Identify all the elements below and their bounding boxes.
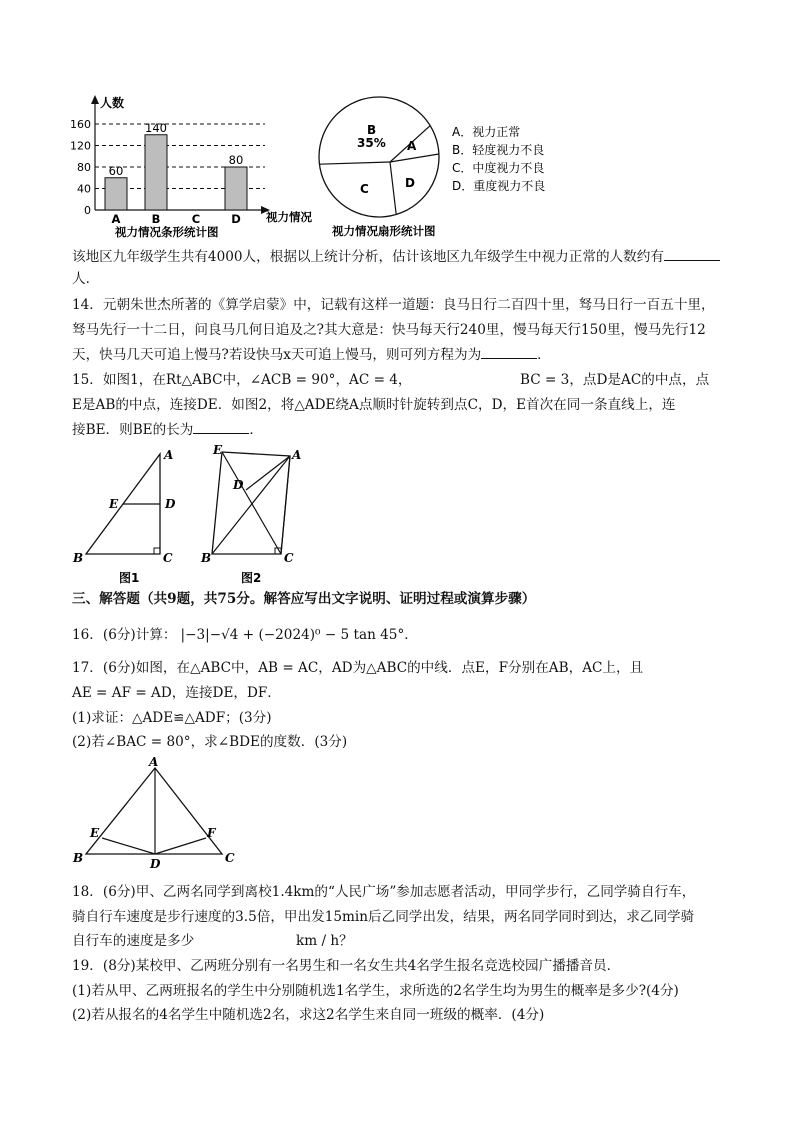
fig2-caption: 图2 <box>241 571 262 585</box>
q14-blank <box>481 345 537 359</box>
pie-label-b-percent: 35% <box>357 136 386 150</box>
fig2-segment-ec <box>222 452 281 554</box>
fig2-segment-ac <box>281 456 290 554</box>
bar-ytick-label: 80 <box>77 161 91 174</box>
q13-blank <box>664 247 720 261</box>
q15-line1a: 15．如图1，在Rt△ABC中，∠ACB = 90°，AC = 4， <box>72 372 412 388</box>
fig1-label-c: C <box>163 551 173 565</box>
fig2-label-d: D <box>233 478 244 492</box>
q17-line1: 17．(6分)如图，在△ABC中，AB = AC，AD为△ABC的中线．点E，F分别在AB，AC上，且 <box>72 660 644 676</box>
bar-ytick-label: 0 <box>84 204 91 217</box>
q13-text1: 该地区九年级学生共有4000人，根据以上统计分析，估计该地区九年级学生中视力正常的人数约有 <box>72 249 664 265</box>
bar-category-label-B: B <box>151 212 161 226</box>
fig2-label-e: E <box>213 443 223 457</box>
bar-category-label-D: D <box>231 212 241 226</box>
q17-sub1: (1)求证：△ADE≌△ADF；(3分) <box>72 710 272 726</box>
q14-end: ． <box>537 347 551 363</box>
q15-line2: E是AB的中点，连接DE．如图2，将△ADE绕A点顺时针旋转到点C，D，E首次在同一条直线上，连 <box>72 397 676 413</box>
q16-prefix: 16．(6分)计算： <box>72 627 177 643</box>
fig1-label-e: E <box>109 497 119 511</box>
legend-b: B．轻度视力不良 <box>452 143 545 157</box>
q17-line2: AE = AF = AD，连接DE，DF． <box>72 685 281 701</box>
q16-formula: |−3|−√4 + (−2024)⁰ − 5 tan 45° <box>180 627 405 643</box>
q17-figure <box>66 756 256 871</box>
q17-label-b: B <box>73 851 84 865</box>
q14-line2: 驽马先行一十二日，问良马几何日追及之?其大意是：快马每天行240里，慢马每天行150里，慢马先行12 <box>72 322 706 338</box>
q17-label-c: C <box>225 851 235 865</box>
pie-chart <box>312 92 572 242</box>
q15-line1b: BC = 3，点D是AC的中点，点 <box>520 372 710 388</box>
bar-category-label-A: A <box>111 212 121 226</box>
pie-title: 视力情况扇形统计图 <box>332 224 436 238</box>
q17-label-d: D <box>150 857 161 871</box>
fig1-caption: 图1 <box>119 571 140 585</box>
pie-label-c: C <box>360 182 369 196</box>
pie-label-d: D <box>405 176 415 190</box>
fig1-label-b: B <box>73 551 84 565</box>
q17-triangle <box>86 768 222 854</box>
q13-line1 <box>72 247 720 266</box>
bar-value-label-D: 80 <box>228 153 244 167</box>
q14-line3 <box>72 345 551 364</box>
q18-line3a: 自行车的速度是多少 <box>72 933 195 949</box>
bar-ytick-label: 40 <box>77 182 91 196</box>
fig1-label-a: A <box>164 448 174 462</box>
q17-label-f: F <box>207 826 216 840</box>
bar-ytick-label: 120 <box>70 139 91 153</box>
legend-d: D．重度视力不良 <box>452 179 546 193</box>
figure-2 <box>196 442 316 587</box>
q15-end: ． <box>249 422 263 438</box>
q15-line3 <box>72 420 263 439</box>
q18-line2: 骑自行车速度是步行速度的3.5倍，甲出发15min后乙同学出发，结果，两名同学同时到达，求乙同学骑 <box>72 909 695 925</box>
fig2-label-b: B <box>201 551 212 565</box>
y-axis-arrow <box>91 95 99 104</box>
bar-xlabel: 视力情况 <box>266 210 312 224</box>
q15-blank <box>193 420 249 434</box>
q13-line2: 人． <box>72 271 100 287</box>
bar-D <box>225 167 247 210</box>
q16-line <box>72 626 418 644</box>
bar-title: 视力情况条形统计图 <box>115 225 219 239</box>
bar-value-label-B: 140 <box>145 120 167 135</box>
fig1-label-d: D <box>165 497 176 511</box>
bar-B <box>145 135 167 210</box>
section3-heading: 三、解答题（共9题，共75分。解答应写出文字说明、证明过程或演算步骤） <box>72 591 536 607</box>
q18-line3b: km / h？ <box>296 933 353 949</box>
q14-text3: 天，快马几天可追上慢马?若设快马x天可追上慢马，则可列方程为为 <box>72 347 482 363</box>
q16-end: ． <box>404 627 418 643</box>
pie-label-a: A <box>407 139 417 153</box>
legend-c: C．中度视力不良 <box>452 161 545 175</box>
pie-label-b: B <box>367 123 377 137</box>
q14-line1: 14．元朝朱世杰所著的《算学启蒙》中，记载有这样一道题：良马日行二百四十里，驽马日行一百五十里， <box>72 297 715 313</box>
fig1-right-angle <box>154 548 160 554</box>
bar-ytick-label: 160 <box>70 118 91 131</box>
fig2-label-c: C <box>284 551 294 565</box>
q18-line1: 18．(6分)甲、乙两名同学到离校1.4km的“人民广场”参加志愿者活动，甲同学步行，乙同学骑自行车， <box>72 884 696 900</box>
q19-line1: 19．(8分)某校甲、乙两班分别有一名男生和一名女生共4名学生报名竞选校园广播播音员． <box>72 958 621 974</box>
bar-value-label-A: 60 <box>108 163 124 178</box>
q17-segment-df <box>155 838 206 854</box>
figure-1 <box>66 442 186 587</box>
bar-A <box>105 178 127 210</box>
q19-sub2: (2)若从报名的4名学生中随机选2名，求这2名学生来自同一班级的概率．(4分) <box>72 1007 545 1023</box>
bar-category-label-C: C <box>191 212 201 226</box>
fig2-segment-ab <box>212 456 290 554</box>
fig2-label-a: A <box>292 448 302 462</box>
bar-chart <box>60 92 325 242</box>
q15-text3: 接BE．则BE的长为 <box>72 422 194 438</box>
fig2-segment-ad <box>246 456 290 490</box>
q17-sub2: (2)若∠BAC = 80°，求∠BDE的度数．(3分) <box>72 734 348 750</box>
q17-segment-de <box>102 838 155 854</box>
legend-a: A．视力正常 <box>452 125 521 139</box>
q17-label-e: E <box>90 826 100 840</box>
bar-ylabel: 人数 <box>100 96 125 110</box>
q19-sub1: (1)若从甲、乙两班报名的学生中分别随机选1名学生，求所选的2名学生均为男生的概率是多少?(4分) <box>72 983 679 999</box>
q17-label-a: A <box>149 756 159 769</box>
